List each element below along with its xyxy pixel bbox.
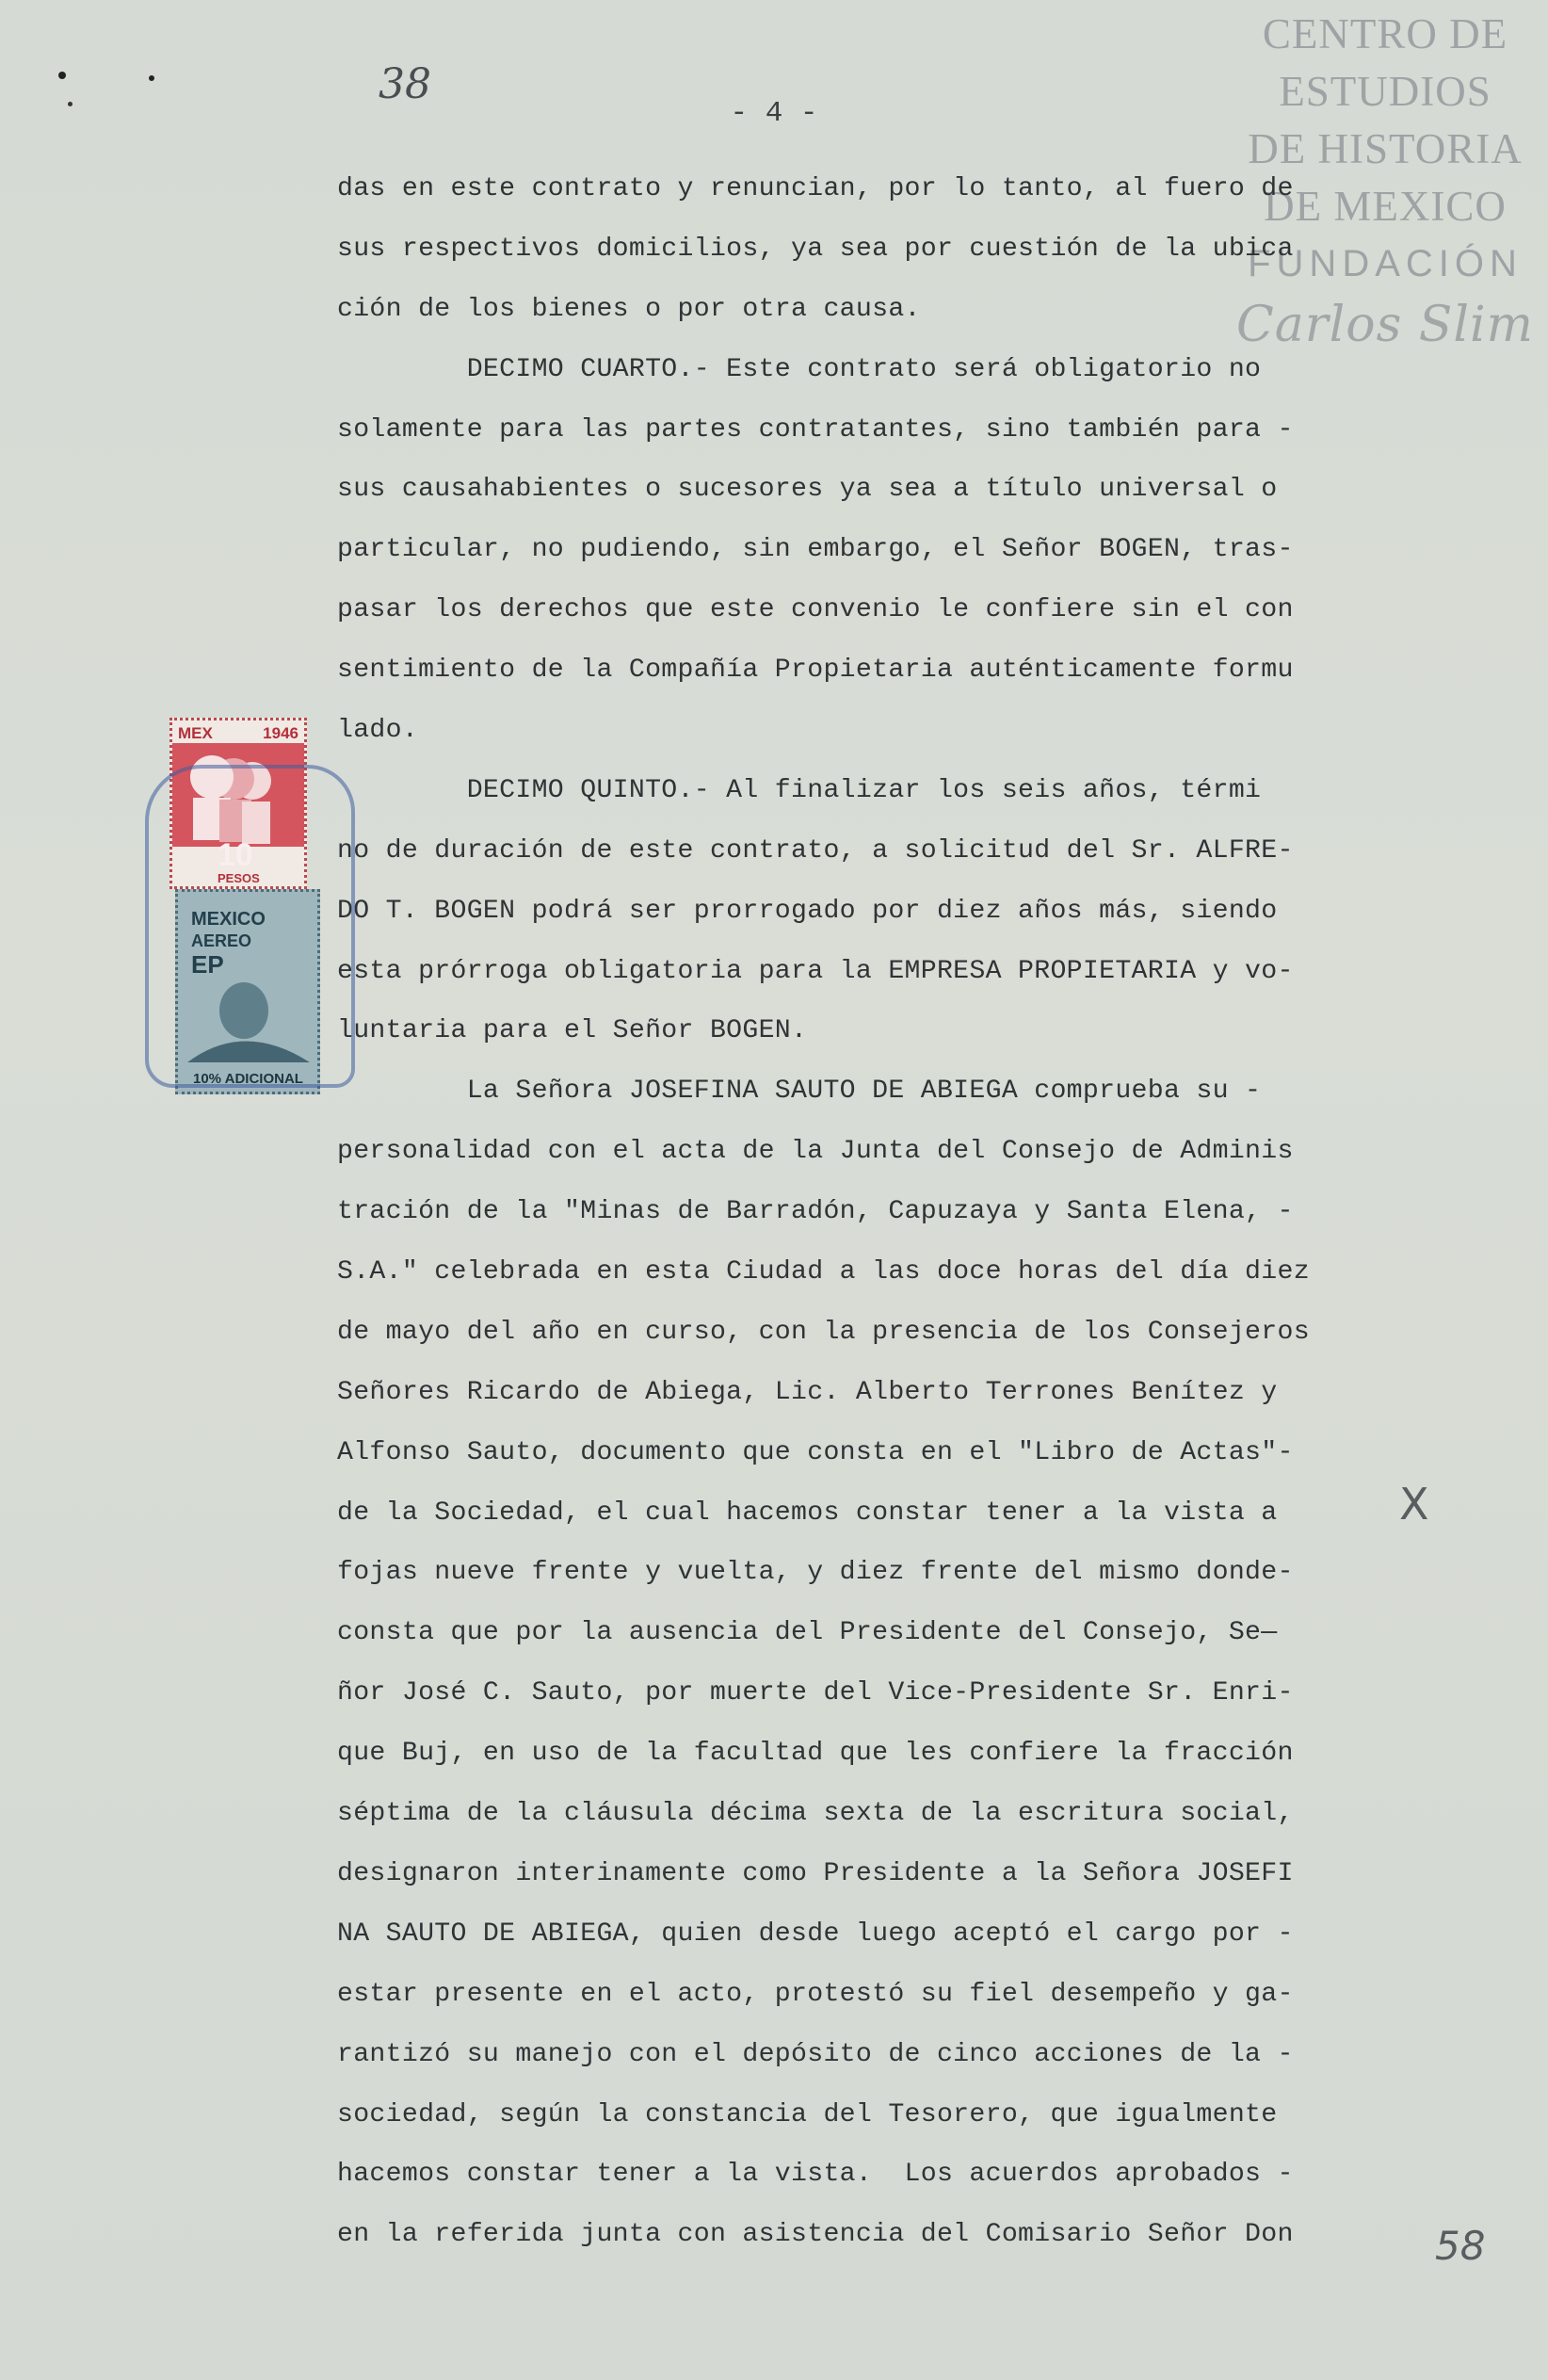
- revenue-stamps: [166, 718, 330, 1104]
- page-number: - 4 -: [730, 97, 818, 130]
- stamp-country: MEX: [178, 724, 213, 742]
- watermark-line: FUNDACIÓN: [1248, 243, 1523, 284]
- watermark-line: CENTRO DE: [1262, 10, 1508, 57]
- contract-body-text: [337, 159, 1411, 2265]
- text-line: NA SAUTO DE ABIEGA, quien desde luego aceptó el cargo por -: [337, 1919, 1294, 1949]
- text-line: ción de los bienes o por otra causa.: [337, 294, 921, 324]
- text-line: estar presente en el acto, protestó su fiel desempeño y ga-: [337, 1979, 1294, 2009]
- text-line: fojas nueve frente y vuelta, y diez frente del mismo donde-: [337, 1558, 1294, 1588]
- text-line: hacemos constar tener a la vista. Los acuerdos aprobados -: [337, 2160, 1294, 2190]
- text-line: DO T. BOGEN podrá ser prorrogado por diez años más, siendo: [337, 896, 1278, 926]
- stamp-value: 10: [218, 837, 253, 873]
- text-line: rantizó su manejo con el depósito de cinco acciones de la -: [337, 2039, 1294, 2069]
- watermark-signature: Carlos Slim: [1236, 297, 1534, 353]
- handwritten-folio-number: 38: [379, 60, 431, 108]
- stamp-year: 1946: [263, 724, 298, 742]
- text-line: DECIMO QUINTO.- Al finalizar los seis años, térmi: [337, 775, 1262, 805]
- text-line: das en este contrato y renuncian, por lo tanto, al fuero de: [337, 174, 1294, 203]
- text-line: pasar los derechos que este convenio le confiere sin el con: [337, 595, 1294, 625]
- text-line: designaron interinamente como Presidente a la Señora JOSEFI: [337, 1858, 1294, 1888]
- text-line: sus respectivos domicilios, ya sea por cuestión de la ubica: [337, 234, 1294, 264]
- official-seal-outline: [145, 765, 355, 1088]
- text-line: séptima de la cláusula décima sexta de la escritura social,: [337, 1799, 1294, 1829]
- margin-cross-mark: X: [1399, 1479, 1429, 1530]
- text-line: luntaria para el Señor BOGEN.: [337, 1016, 808, 1046]
- watermark-line: DE MEXICO: [1264, 183, 1507, 230]
- stamp-type: AEREO: [191, 931, 252, 950]
- stamp-country: MEXICO: [191, 909, 266, 930]
- corner-dot-mark: [68, 102, 73, 106]
- stamp-surcharge: 10% ADICIONAL: [193, 1071, 303, 1087]
- watermark-line: DE HISTORIA: [1248, 125, 1523, 172]
- text-line: personalidad con el acta de la Junta del Consejo de Adminis: [337, 1137, 1294, 1167]
- text-line: lado.: [337, 716, 419, 746]
- text-line: sentimiento de la Compañía Propietaria auténticamente formu: [337, 656, 1294, 686]
- text-line: que Buj, en uso de la facultad que les confiere la fracción: [337, 1739, 1294, 1769]
- watermark-line: ESTUDIOS: [1279, 68, 1492, 115]
- text-line: Señores Ricardo de Abiega, Lic. Alberto Terrones Benítez y: [337, 1377, 1278, 1407]
- text-line: esta prórroga obligatoria para la EMPRESA PROPIETARIA y vo-: [337, 956, 1294, 986]
- corner-dot-mark: [149, 75, 154, 81]
- handwritten-page-number: 58: [1435, 2223, 1486, 2269]
- text-line: sus causahabientes o sucesores ya sea a título universal o: [337, 475, 1278, 505]
- text-line: Alfonso Sauto, documento que consta en el "Libro de Actas"-: [337, 1437, 1294, 1467]
- text-line: La Señora JOSEFINA SAUTO DE ABIEGA comprueba su -: [337, 1077, 1262, 1107]
- text-line: DECIMO CUARTO.- Este contrato será obligatorio no: [337, 354, 1262, 384]
- corner-dot-mark: [58, 72, 66, 79]
- text-line: no de duración de este contrato, a solicitud del Sr. ALFRE-: [337, 835, 1294, 866]
- text-line: de mayo del año en curso, con la presencia de los Consejeros: [337, 1317, 1310, 1347]
- stamp-code: EP: [191, 950, 224, 979]
- text-line: consta que por la ausencia del Presidente del Consejo, Se—: [337, 1618, 1278, 1648]
- text-line: en la referida junta con asistencia del Comisario Señor Don: [337, 2220, 1294, 2250]
- text-line: solamente para las partes contratantes, sino también para -: [337, 414, 1294, 445]
- text-line: particular, no pudiendo, sin embargo, el Señor BOGEN, tras-: [337, 535, 1294, 565]
- text-line: de la Sociedad, el cual hacemos constar tener a la vista a: [337, 1498, 1278, 1528]
- text-line: sociedad, según la constancia del Tesorero, que igualmente: [337, 2099, 1278, 2129]
- text-line: ñor José C. Sauto, por muerte del Vice-Presidente Sr. Enri-: [337, 1678, 1294, 1708]
- text-line: S.A." celebrada en esta Ciudad a las doce horas del día diez: [337, 1257, 1310, 1287]
- stamp-unit: PESOS: [218, 871, 260, 885]
- text-line: tración de la "Minas de Barradón, Capuzaya y Santa Elena, -: [337, 1197, 1294, 1227]
